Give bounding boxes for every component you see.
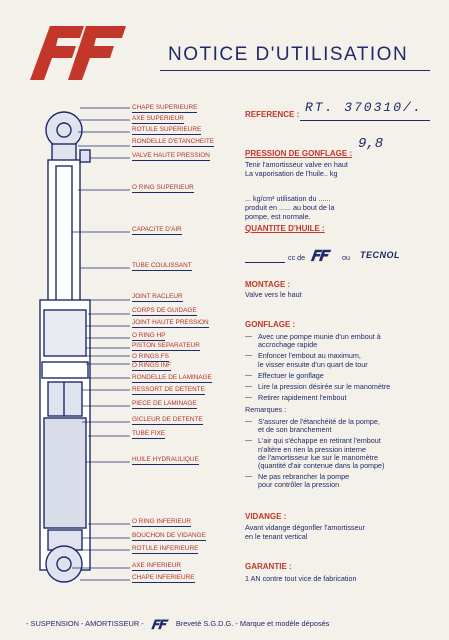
list-item: et de son branchement [258,425,332,435]
part-label: CHAPE SUPERIEURE [132,104,198,111]
part-label: AXE INFERIEUR [132,562,182,569]
quantite-blank [245,262,285,263]
brand-logo [28,18,128,84]
garantie-label: GARANTIE : [245,562,292,571]
part-label: ROTULE SUPERIEURE [132,126,202,133]
list-bullet: — [245,437,252,445]
reference-rule [300,120,430,121]
montage-text: Valve vers le haut [245,290,302,299]
list-item: accrochage rapide [258,340,318,350]
pression-line-1: Tenir l'amortisseur valve en haut [245,160,348,169]
list-bullet: — [245,352,252,360]
pression-line-2: La vaporisation de l'huile.. kg [245,169,338,178]
quantite-text: cc de [288,253,306,262]
part-label: JOINT HAUTE PRESSION [132,319,209,326]
quantite-label: QUANTITE D'HUILE : [245,224,325,233]
list-item: Avec une pompe munie d'un embout à [258,332,381,341]
list-bullet: — [245,473,252,481]
list-bullet: — [245,394,252,402]
list-bullet: — [245,371,252,379]
garantie-text: 1 AN contre tout vice de fabrication [245,574,357,583]
part-label: RESSORT DE DETENTE [132,386,205,393]
part-label: CORPS DE GUIDAGE [132,307,197,314]
title-rule [160,70,430,71]
part-label: O RINGS FS [132,353,169,360]
montage-label: MONTAGE : [245,280,291,289]
reference-label: REFERENCE : [245,110,300,119]
footer-right: Breveté S.G.D.G. - Marque et modèle déposés [175,618,330,628]
part-label: BOUCHON DE VIDANGE [132,532,206,539]
list-item: Retirer rapidement l'embout [258,393,347,403]
part-label: O RING SUPERIEUR [132,184,194,191]
pression-line-3: ... kg/cm² utilisation du ...... [245,194,331,203]
part-label: JOINT RACLEUR [132,293,183,300]
list-item: L'air qui s'échappe en retirant l'embout [258,436,381,446]
list-bullet: — [245,333,252,340]
vidange-label: VIDANGE : [245,512,287,521]
pression-value: 9,8 [358,136,384,152]
ff-small-logo [310,248,332,262]
list-item: n'altère en rien la pression interne [258,444,367,454]
footer [26,618,330,630]
list-item: Enfoncer l'embout au maximum, [258,351,361,361]
ff-footer-logo [150,618,170,630]
pression-line-4: produit en ...... au bout de la [245,203,335,212]
list-item: pour contrôler la pression [258,480,340,490]
vidange-line-2: en le tenant vertical [245,532,308,541]
pression-label: PRESSION DE GONFLAGE : [245,149,353,158]
part-label: TUBE COULISSANT [132,262,192,269]
list-bullet: — [245,418,252,425]
page-title: NOTICE D'UTILISATION [168,44,409,65]
part-label: CAPACITE D'AIR [132,226,182,233]
list-item: (quantité d'air contenue dans la pompe) [258,461,385,470]
part-label: GICLEUR DE DETENTE [132,416,203,423]
part-label: O RINGS INF [132,362,172,369]
tecnol-brand: TECNOL [360,250,400,260]
part-label: ROTULE INFERIEURE [132,545,199,552]
part-label: RONDELLE DE LAMINAGE [132,374,212,381]
part-label: PISTON SEPARATEUR [132,342,200,349]
shock-absorber-diagram [18,100,130,590]
reference-value: RT. 370310/. [305,100,423,115]
part-label: O RING HP [132,332,166,339]
part-label: RONDELLE D'ETANCHEITE [132,138,215,145]
part-label: CHAPE INFERIEURE [132,574,195,581]
remarques-label: Remarques : [245,405,287,414]
pression-line-5: pompe, est normale. [245,212,311,221]
part-label: PIECE DE LAMINAGE [132,400,197,407]
part-label: VALVE HAUTE PRESSION [132,152,210,159]
part-label: HUILE HYDRAULIQUE [132,456,199,463]
list-item: Ne pas rebrancher la pompe [258,472,350,482]
quantite-or: ou [342,253,350,262]
list-item: Lire la pression désirée sur le manomètre [258,382,391,391]
list-item: de l'amortisseur lue sur le manomètre [258,452,379,462]
list-item: le visser ensuite d'un quart de tour [258,359,368,369]
vidange-line-1: Avant vidange dégonfler l'amortisseur [245,523,365,532]
footer-left: - SUSPENSION - AMORTISSEUR - [26,618,144,628]
part-label: O RING INFERIEUR [132,518,191,525]
list-item: S'assurer de l'étanchéité de la pompe, [258,417,380,426]
part-label: AXE SUPERIEUR [132,115,184,122]
part-label: TUBE FIXE [132,430,166,437]
list-item: Effectuer le gonflage [258,370,324,380]
list-bullet: — [245,383,252,390]
gonflage-label: GONFLAGE : [245,320,296,329]
